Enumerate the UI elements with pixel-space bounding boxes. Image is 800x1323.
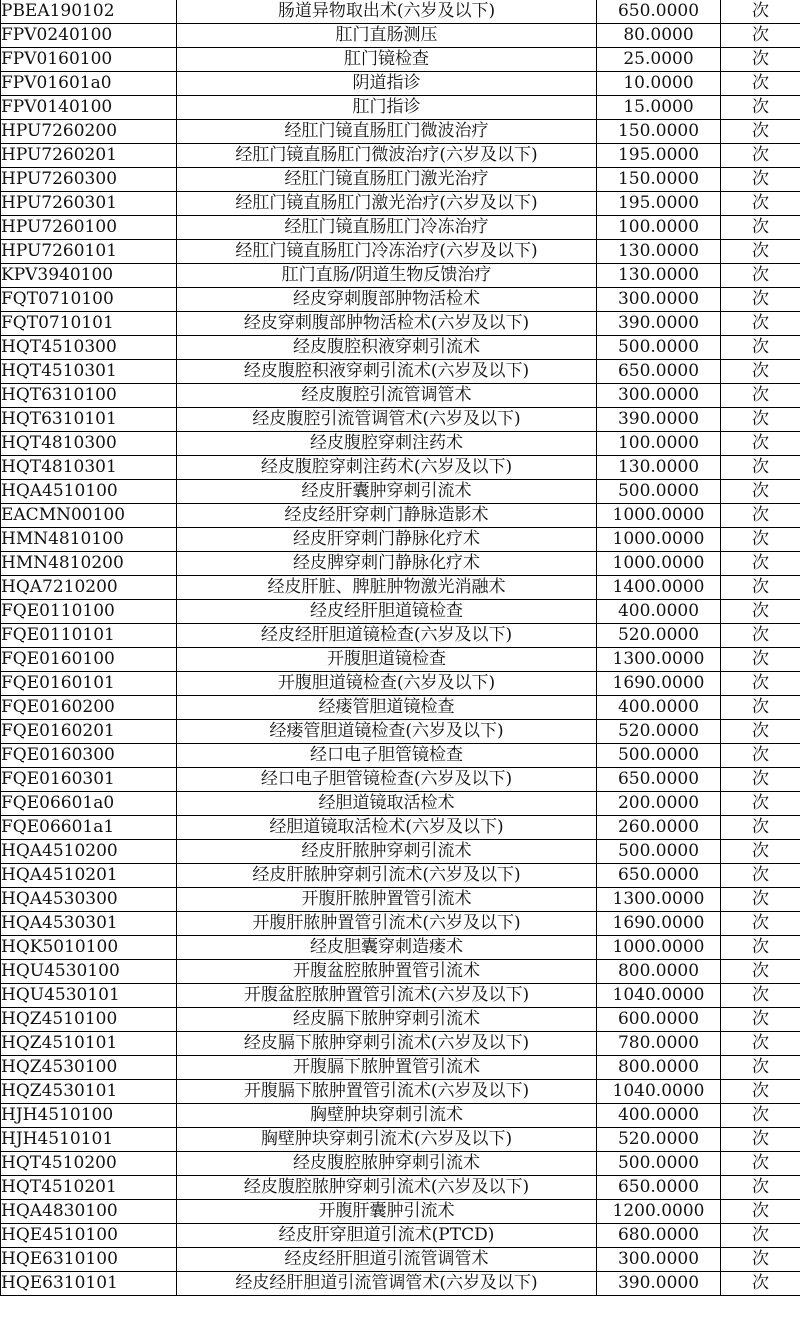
item-name-cell: 经皮肝脓肿穿刺引流术: [177, 840, 597, 864]
table-row: [1, 72, 800, 96]
table-row: [1, 648, 800, 672]
item-price-cell: 1000.0000: [597, 504, 721, 528]
item-code-cell: HQZ4530100: [1, 1056, 177, 1080]
item-code-cell: HQU4530101: [1, 984, 177, 1008]
item-code-cell: HQE6310100: [1, 1248, 177, 1272]
table-row: [1, 1032, 800, 1056]
item-code-cell: HJH4510100: [1, 1104, 177, 1128]
item-price-cell: 1200.0000: [597, 1200, 721, 1224]
table-row: [1, 1224, 800, 1248]
table-row: [1, 1272, 800, 1296]
item-price-cell: 500.0000: [597, 336, 721, 360]
table-row: [1, 744, 800, 768]
item-price-cell: 1300.0000: [597, 888, 721, 912]
item-price-cell: 650.0000: [597, 0, 721, 24]
item-unit-cell: 次: [721, 816, 800, 840]
table-row: [1, 1080, 800, 1104]
item-code-cell: FQE0160201: [1, 720, 177, 744]
table-row: [1, 0, 800, 24]
item-code-cell: FQE0160200: [1, 696, 177, 720]
item-name-cell: 经皮经肝胆道镜检查(六岁及以下): [177, 624, 597, 648]
item-price-cell: 500.0000: [597, 840, 721, 864]
item-price-cell: 1040.0000: [597, 1080, 721, 1104]
item-unit-cell: 次: [721, 24, 800, 48]
item-price-cell: 25.0000: [597, 48, 721, 72]
item-price-cell: 650.0000: [597, 768, 721, 792]
item-name-cell: 经皮腹腔脓肿穿刺引流术(六岁及以下): [177, 1176, 597, 1200]
table-row: [1, 312, 800, 336]
table-row: [1, 1008, 800, 1032]
table-row: [1, 264, 800, 288]
item-price-cell: 1000.0000: [597, 936, 721, 960]
item-name-cell: 经皮膈下脓肿穿刺引流术: [177, 1008, 597, 1032]
item-name-cell: 经皮经肝穿刺门静脉造影术: [177, 504, 597, 528]
item-price-cell: 650.0000: [597, 864, 721, 888]
item-name-cell: 经皮膈下脓肿穿刺引流术(六岁及以下): [177, 1032, 597, 1056]
item-code-cell: HQA4510100: [1, 480, 177, 504]
item-code-cell: HPU7260101: [1, 240, 177, 264]
item-code-cell: HQT6310101: [1, 408, 177, 432]
item-name-cell: 开腹胆道镜检查: [177, 648, 597, 672]
item-name-cell: 经肛门镜直肠肛门冷冻治疗: [177, 216, 597, 240]
item-name-cell: 经皮经肝胆道镜检查: [177, 600, 597, 624]
table-row: [1, 864, 800, 888]
item-price-cell: 520.0000: [597, 624, 721, 648]
item-name-cell: 开腹肝脓肿置管引流术(六岁及以下): [177, 912, 597, 936]
item-price-cell: 1300.0000: [597, 648, 721, 672]
item-price-cell: 130.0000: [597, 456, 721, 480]
item-name-cell: 胸壁肿块穿刺引流术: [177, 1104, 597, 1128]
item-code-cell: HQZ4510100: [1, 1008, 177, 1032]
item-price-cell: 650.0000: [597, 1176, 721, 1200]
item-code-cell: HQA4830100: [1, 1200, 177, 1224]
item-name-cell: 经皮穿刺腹部肿物活检术: [177, 288, 597, 312]
table-row: [1, 216, 800, 240]
item-code-cell: HMN4810200: [1, 552, 177, 576]
item-name-cell: 经肛门镜直肠肛门激光治疗(六岁及以下): [177, 192, 597, 216]
item-unit-cell: 次: [721, 1152, 800, 1176]
item-name-cell: 经皮胆囊穿刺造瘘术: [177, 936, 597, 960]
item-price-cell: 500.0000: [597, 480, 721, 504]
item-unit-cell: 次: [721, 1248, 800, 1272]
item-name-cell: 经皮穿刺腹部肿物活检术(六岁及以下): [177, 312, 597, 336]
table-row: [1, 600, 800, 624]
item-unit-cell: 次: [721, 168, 800, 192]
item-unit-cell: 次: [721, 432, 800, 456]
item-price-cell: 680.0000: [597, 1224, 721, 1248]
item-price-cell: 390.0000: [597, 408, 721, 432]
item-unit-cell: 次: [721, 1224, 800, 1248]
item-code-cell: HPU7260300: [1, 168, 177, 192]
item-name-cell: 经皮腹腔引流管调管术(六岁及以下): [177, 408, 597, 432]
item-unit-cell: 次: [721, 72, 800, 96]
item-code-cell: HQE4510100: [1, 1224, 177, 1248]
item-name-cell: 经口电子胆管镜检查(六岁及以下): [177, 768, 597, 792]
table-row: [1, 1152, 800, 1176]
item-unit-cell: 次: [721, 504, 800, 528]
item-unit-cell: 次: [721, 696, 800, 720]
item-unit-cell: 次: [721, 480, 800, 504]
item-price-cell: 100.0000: [597, 216, 721, 240]
item-name-cell: 经胆道镜取活检术: [177, 792, 597, 816]
item-code-cell: EACMN00100: [1, 504, 177, 528]
item-price-cell: 780.0000: [597, 1032, 721, 1056]
item-unit-cell: 次: [721, 144, 800, 168]
item-unit-cell: 次: [721, 528, 800, 552]
item-code-cell: HQA7210200: [1, 576, 177, 600]
table-row: [1, 360, 800, 384]
item-price-cell: 150.0000: [597, 120, 721, 144]
table-row: [1, 1176, 800, 1200]
item-price-cell: 400.0000: [597, 696, 721, 720]
table-row: [1, 456, 800, 480]
item-code-cell: HQZ4530101: [1, 1080, 177, 1104]
item-name-cell: 经皮肝穿胆道引流术(PTCD): [177, 1224, 597, 1248]
table-row: [1, 480, 800, 504]
item-code-cell: FPV0160100: [1, 48, 177, 72]
item-code-cell: HQT4810301: [1, 456, 177, 480]
item-code-cell: FQE0110101: [1, 624, 177, 648]
item-unit-cell: 次: [721, 1128, 800, 1152]
table-row: [1, 1056, 800, 1080]
item-price-cell: 400.0000: [597, 1104, 721, 1128]
item-name-cell: 开腹肝囊肿引流术: [177, 1200, 597, 1224]
table-row: [1, 912, 800, 936]
item-name-cell: 经瘘管胆道镜检查(六岁及以下): [177, 720, 597, 744]
table-row: [1, 24, 800, 48]
item-price-cell: 650.0000: [597, 360, 721, 384]
item-unit-cell: 次: [721, 1008, 800, 1032]
item-code-cell: HQA4530300: [1, 888, 177, 912]
item-name-cell: 经皮腹腔穿刺注药术(六岁及以下): [177, 456, 597, 480]
item-price-cell: 520.0000: [597, 1128, 721, 1152]
item-code-cell: FPV0140100: [1, 96, 177, 120]
item-name-cell: 经皮经肝胆道引流管调管术(六岁及以下): [177, 1272, 597, 1296]
item-unit-cell: 次: [721, 456, 800, 480]
item-code-cell: FQT0710100: [1, 288, 177, 312]
item-price-cell: 130.0000: [597, 264, 721, 288]
item-code-cell: HQA4510200: [1, 840, 177, 864]
table-row: [1, 936, 800, 960]
item-price-cell: 150.0000: [597, 168, 721, 192]
table-row: [1, 1128, 800, 1152]
item-unit-cell: 次: [721, 744, 800, 768]
item-price-cell: 600.0000: [597, 1008, 721, 1032]
item-name-cell: 经瘘管胆道镜检查: [177, 696, 597, 720]
item-name-cell: 开腹盆腔脓肿置管引流术(六岁及以下): [177, 984, 597, 1008]
item-price-cell: 800.0000: [597, 960, 721, 984]
item-code-cell: FQE06601a1: [1, 816, 177, 840]
item-name-cell: 肛门指诊: [177, 96, 597, 120]
item-price-cell: 400.0000: [597, 600, 721, 624]
item-unit-cell: 次: [721, 552, 800, 576]
item-unit-cell: 次: [721, 240, 800, 264]
item-unit-cell: 次: [721, 264, 800, 288]
item-name-cell: 经皮腹腔穿刺注药术: [177, 432, 597, 456]
item-name-cell: 经皮腹腔引流管调管术: [177, 384, 597, 408]
item-name-cell: 肛门直肠测压: [177, 24, 597, 48]
item-code-cell: HQZ4510101: [1, 1032, 177, 1056]
item-price-cell: 1000.0000: [597, 552, 721, 576]
item-price-cell: 390.0000: [597, 1272, 721, 1296]
item-code-cell: FQE0160101: [1, 672, 177, 696]
item-unit-cell: 次: [721, 792, 800, 816]
table-row: [1, 696, 800, 720]
item-code-cell: FQE0160100: [1, 648, 177, 672]
item-unit-cell: 次: [721, 888, 800, 912]
item-price-cell: 500.0000: [597, 744, 721, 768]
table-row: [1, 552, 800, 576]
item-code-cell: HPU7260201: [1, 144, 177, 168]
item-name-cell: 经肛门镜直肠肛门微波治疗(六岁及以下): [177, 144, 597, 168]
item-unit-cell: 次: [721, 192, 800, 216]
item-code-cell: FQT0710101: [1, 312, 177, 336]
item-name-cell: 肛门直肠/阴道生物反馈治疗: [177, 264, 597, 288]
item-code-cell: HQA4530301: [1, 912, 177, 936]
item-code-cell: HQT4510300: [1, 336, 177, 360]
item-code-cell: HQT4510200: [1, 1152, 177, 1176]
item-unit-cell: 次: [721, 360, 800, 384]
table-row: [1, 144, 800, 168]
item-price-cell: 195.0000: [597, 192, 721, 216]
table-row: [1, 576, 800, 600]
item-name-cell: 经胆道镜取活检术(六岁及以下): [177, 816, 597, 840]
item-name-cell: 胸壁肿块穿刺引流术(六岁及以下): [177, 1128, 597, 1152]
item-name-cell: 经肛门镜直肠肛门激光治疗: [177, 168, 597, 192]
item-unit-cell: 次: [721, 312, 800, 336]
table-row: [1, 720, 800, 744]
item-code-cell: HMN4810100: [1, 528, 177, 552]
table-row: [1, 96, 800, 120]
item-price-cell: 1690.0000: [597, 912, 721, 936]
item-unit-cell: 次: [721, 648, 800, 672]
item-price-cell: 80.0000: [597, 24, 721, 48]
item-name-cell: 开腹胆道镜检查(六岁及以下): [177, 672, 597, 696]
table-row: [1, 288, 800, 312]
item-price-cell: 1690.0000: [597, 672, 721, 696]
item-code-cell: FQE0110100: [1, 600, 177, 624]
item-unit-cell: 次: [721, 912, 800, 936]
item-unit-cell: 次: [721, 1032, 800, 1056]
item-unit-cell: 次: [721, 1080, 800, 1104]
item-price-cell: 500.0000: [597, 1152, 721, 1176]
item-unit-cell: 次: [721, 336, 800, 360]
item-unit-cell: 次: [721, 384, 800, 408]
item-code-cell: HJH4510101: [1, 1128, 177, 1152]
item-code-cell: HPU7260100: [1, 216, 177, 240]
item-price-cell: 1400.0000: [597, 576, 721, 600]
table-row: [1, 984, 800, 1008]
item-name-cell: 经皮脾穿刺门静脉化疗术: [177, 552, 597, 576]
item-name-cell: 开腹膈下脓肿置管引流术(六岁及以下): [177, 1080, 597, 1104]
table-row: [1, 792, 800, 816]
item-unit-cell: 次: [721, 720, 800, 744]
table-row: [1, 624, 800, 648]
item-code-cell: HPU7260200: [1, 120, 177, 144]
item-name-cell: 肠道异物取出术(六岁及以下): [177, 0, 597, 24]
item-code-cell: FPV0240100: [1, 24, 177, 48]
item-price-cell: 1040.0000: [597, 984, 721, 1008]
item-code-cell: FPV01601a0: [1, 72, 177, 96]
item-unit-cell: 次: [721, 1272, 800, 1296]
item-name-cell: 经皮肝穿刺门静脉化疗术: [177, 528, 597, 552]
item-price-cell: 520.0000: [597, 720, 721, 744]
item-unit-cell: 次: [721, 216, 800, 240]
table-row: [1, 192, 800, 216]
item-unit-cell: 次: [721, 984, 800, 1008]
item-unit-cell: 次: [721, 120, 800, 144]
item-name-cell: 开腹盆腔脓肿置管引流术: [177, 960, 597, 984]
item-unit-cell: 次: [721, 288, 800, 312]
item-name-cell: 经皮腹腔积液穿刺引流术(六岁及以下): [177, 360, 597, 384]
item-name-cell: 经皮肝囊肿穿刺引流术: [177, 480, 597, 504]
item-price-cell: 100.0000: [597, 432, 721, 456]
item-code-cell: KPV3940100: [1, 264, 177, 288]
table-row: [1, 336, 800, 360]
item-unit-cell: 次: [721, 936, 800, 960]
table-row: [1, 672, 800, 696]
table-row: [1, 816, 800, 840]
item-name-cell: 经皮肝脓肿穿刺引流术(六岁及以下): [177, 864, 597, 888]
item-name-cell: 经皮腹腔积液穿刺引流术: [177, 336, 597, 360]
table-row: [1, 168, 800, 192]
table-row: [1, 432, 800, 456]
item-price-cell: 195.0000: [597, 144, 721, 168]
item-price-cell: 300.0000: [597, 1248, 721, 1272]
item-code-cell: FQE0160300: [1, 744, 177, 768]
item-price-cell: 390.0000: [597, 312, 721, 336]
item-name-cell: 开腹肝脓肿置管引流术: [177, 888, 597, 912]
item-code-cell: PBEA190102: [1, 0, 177, 24]
table-row: [1, 240, 800, 264]
item-unit-cell: 次: [721, 48, 800, 72]
item-code-cell: FQE0160301: [1, 768, 177, 792]
item-unit-cell: 次: [721, 768, 800, 792]
table-row: [1, 888, 800, 912]
table-row: [1, 504, 800, 528]
item-name-cell: 经皮经肝胆道引流管调管术: [177, 1248, 597, 1272]
item-code-cell: HQU4530100: [1, 960, 177, 984]
table-row: [1, 960, 800, 984]
item-name-cell: 经皮肝脏、脾脏肿物激光消融术: [177, 576, 597, 600]
item-unit-cell: 次: [721, 672, 800, 696]
item-unit-cell: 次: [721, 600, 800, 624]
item-code-cell: FQE06601a0: [1, 792, 177, 816]
table-row: [1, 1248, 800, 1272]
item-price-cell: 1000.0000: [597, 528, 721, 552]
item-name-cell: 开腹膈下脓肿置管引流术: [177, 1056, 597, 1080]
item-unit-cell: 次: [721, 1176, 800, 1200]
item-code-cell: HQT6310100: [1, 384, 177, 408]
table-row: [1, 1200, 800, 1224]
item-unit-cell: 次: [721, 576, 800, 600]
item-code-cell: HQK5010100: [1, 936, 177, 960]
item-unit-cell: 次: [721, 864, 800, 888]
item-name-cell: 经肛门镜直肠肛门微波治疗: [177, 120, 597, 144]
item-code-cell: HQA4510201: [1, 864, 177, 888]
item-code-cell: HPU7260301: [1, 192, 177, 216]
item-price-cell: 15.0000: [597, 96, 721, 120]
item-unit-cell: 次: [721, 960, 800, 984]
item-name-cell: 肛门镜检查: [177, 48, 597, 72]
table-row: [1, 48, 800, 72]
item-code-cell: HQT4510301: [1, 360, 177, 384]
table-row: [1, 120, 800, 144]
item-unit-cell: 次: [721, 1056, 800, 1080]
item-code-cell: HQT4510201: [1, 1176, 177, 1200]
item-price-cell: 300.0000: [597, 288, 721, 312]
item-code-cell: HQE6310101: [1, 1272, 177, 1296]
item-name-cell: 经口电子胆管镜检查: [177, 744, 597, 768]
item-price-cell: 200.0000: [597, 792, 721, 816]
item-unit-cell: 次: [721, 96, 800, 120]
item-unit-cell: 次: [721, 1200, 800, 1224]
item-price-cell: 300.0000: [597, 384, 721, 408]
item-code-cell: HQT4810300: [1, 432, 177, 456]
table-row: [1, 1104, 800, 1128]
item-unit-cell: 次: [721, 408, 800, 432]
item-price-cell: 260.0000: [597, 816, 721, 840]
table-row: [1, 768, 800, 792]
item-unit-cell: 次: [721, 624, 800, 648]
item-price-cell: 10.0000: [597, 72, 721, 96]
item-name-cell: 经皮腹腔脓肿穿刺引流术: [177, 1152, 597, 1176]
table-row: [1, 408, 800, 432]
table-body: [1, 0, 800, 1296]
item-name-cell: 经肛门镜直肠肛门冷冻治疗(六岁及以下): [177, 240, 597, 264]
item-name-cell: 阴道指诊: [177, 72, 597, 96]
item-unit-cell: 次: [721, 840, 800, 864]
table-row: [1, 528, 800, 552]
item-unit-cell: 次: [721, 1104, 800, 1128]
table-row: [1, 384, 800, 408]
item-unit-cell: 次: [721, 0, 800, 24]
item-price-cell: 130.0000: [597, 240, 721, 264]
table-row: [1, 840, 800, 864]
item-price-cell: 800.0000: [597, 1056, 721, 1080]
